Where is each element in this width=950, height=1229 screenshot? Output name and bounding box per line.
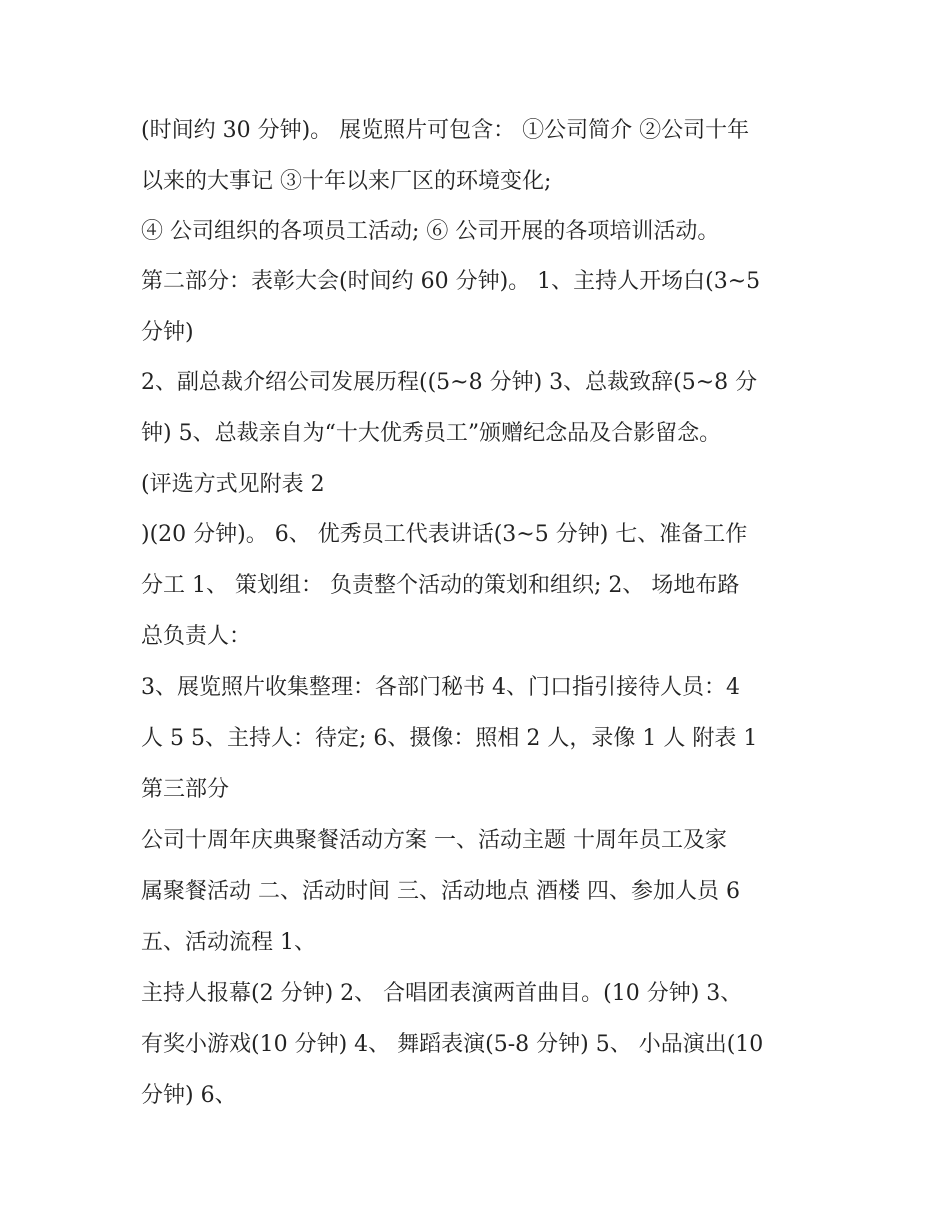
text-line: (时间约 30 分钟)。 展览照片可包含： ①公司简介 ②公司十年: [141, 118, 750, 143]
text-line: 人 5 5、主持人：待定; 6、摄像：照相 2 人，录像 1 人 附表 1: [141, 726, 758, 751]
text-line: 五、活动流程 1、: [141, 930, 316, 955]
text-line: 以来的大事记 ③十年以来厂区的环境变化;: [141, 169, 552, 194]
text-line: (评选方式见附表 2: [141, 472, 325, 497]
text-line: 属聚餐活动 二、活动时间 三、活动地点 酒楼 四、参加人员 6: [141, 879, 740, 904]
text-line: 第三部分: [141, 777, 230, 802]
text-line: )(20 分钟)。 6、 优秀员工代表讲话(3~5 分钟) 七、准备工作: [141, 522, 748, 547]
text-line: 3、展览照片收集整理：各部门秘书 4、门口指引接待人员：4: [141, 675, 740, 700]
text-line: 分钟) 6、: [141, 1083, 237, 1108]
text-line: 公司十周年庆典聚餐活动方案 一、活动主题 十周年员工及家: [141, 828, 727, 853]
text-line: 主持人报幕(2 分钟) 2、 合唱团表演两首曲目。(10 分钟) 3、: [141, 981, 743, 1006]
text-line: 分工 1、 策划组： 负责整个活动的策划和组织; 2、 场地布路: [141, 573, 740, 598]
text-line: 钟) 5、总裁亲自为“十大优秀员工”颁赠纪念品及合影留念。: [141, 421, 722, 446]
text-line: 总负责人：: [141, 624, 252, 649]
text-line: 2、副总裁介绍公司发展历程((5~8 分钟) 3、总裁致辞(5~8 分: [141, 370, 758, 395]
text-line: 有奖小游戏(10 分钟) 4、 舞蹈表演(5-8 分钟) 5、 小品演出(10: [141, 1032, 764, 1057]
text-line: 第二部分：表彰大会(时间约 60 分钟)。 1、主持人开场白(3~5: [141, 269, 761, 294]
text-line: 分钟): [141, 320, 194, 345]
text-line: ④ 公司组织的各项员工活动; ⑥ 公司开展的各项培训活动。: [141, 219, 720, 244]
